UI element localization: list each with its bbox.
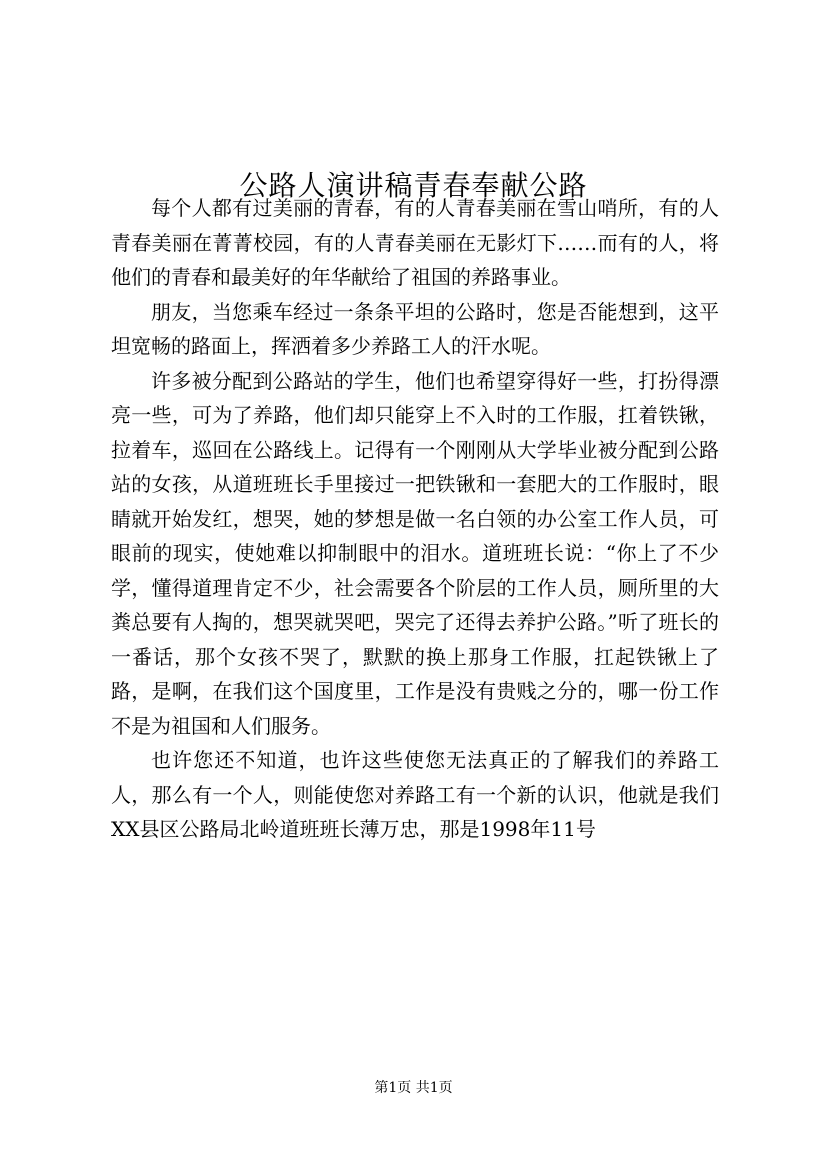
paragraph-2: 朋友，当您乘车经过一条条平坦的公路时，您是否能想到，这平坦宽畅的路面上，挥洒着多少养路工人的汗水呢。: [111, 299, 719, 358]
paragraph-3: 许多被分配到公路站的学生，他们也希望穿得好一些，打扮得漂亮一些，可为了养路，他们却只能穿上不入时的工作服，扛着铁锹，拉着车，巡回在公路线上。记得有一个刚刚从大学毕业被分配到公路站的女孩，从道班班长手里接过一把铁锹和一套肥大的工作服时，眼睛就开始发红，想哭，她的梦想是做一名白领的办公室工作人员，可眼前的现实，使她难以抑制眼中的泪水。道班班长说：“你上了不少学，懂得道理肯定不少，社会需要各个阶层的工作人员，厕所里的大粪总要有人掏的，想哭就哭吧，哭完了还得去养护公路。”听了班长的一番话，那个女孩不哭了，默默的换上那身工作服，扛起铁锹上了路，是啊，在我们这个国度里，工作是没有贵贱之分的，哪一份工作不是为祖国和人们服务。: [111, 368, 719, 738]
paragraph-4: 也许您还不知道，也许这些使您无法真正的了解我们的养路工人，那么有一个人，则能使您对养路工有一个新的认识，他就是我们XX县区公路局北岭道班班长薄万忠，那是1998年11号: [111, 748, 719, 841]
document-body: [111, 191, 719, 847]
document-title: 公路人演讲稿青春奉献公路: [239, 168, 588, 202]
page-footer: 第1页 共1页: [374, 1080, 453, 1096]
paragraph-1: 每个人都有过美丽的青春，有的人青春美丽在雪山哨所，有的人青春美丽在菁菁校园，有的人青春美丽在无影灯下……而有的人，将他们的青春和最美好的年华献给了祖国的养路事业。: [111, 196, 719, 289]
